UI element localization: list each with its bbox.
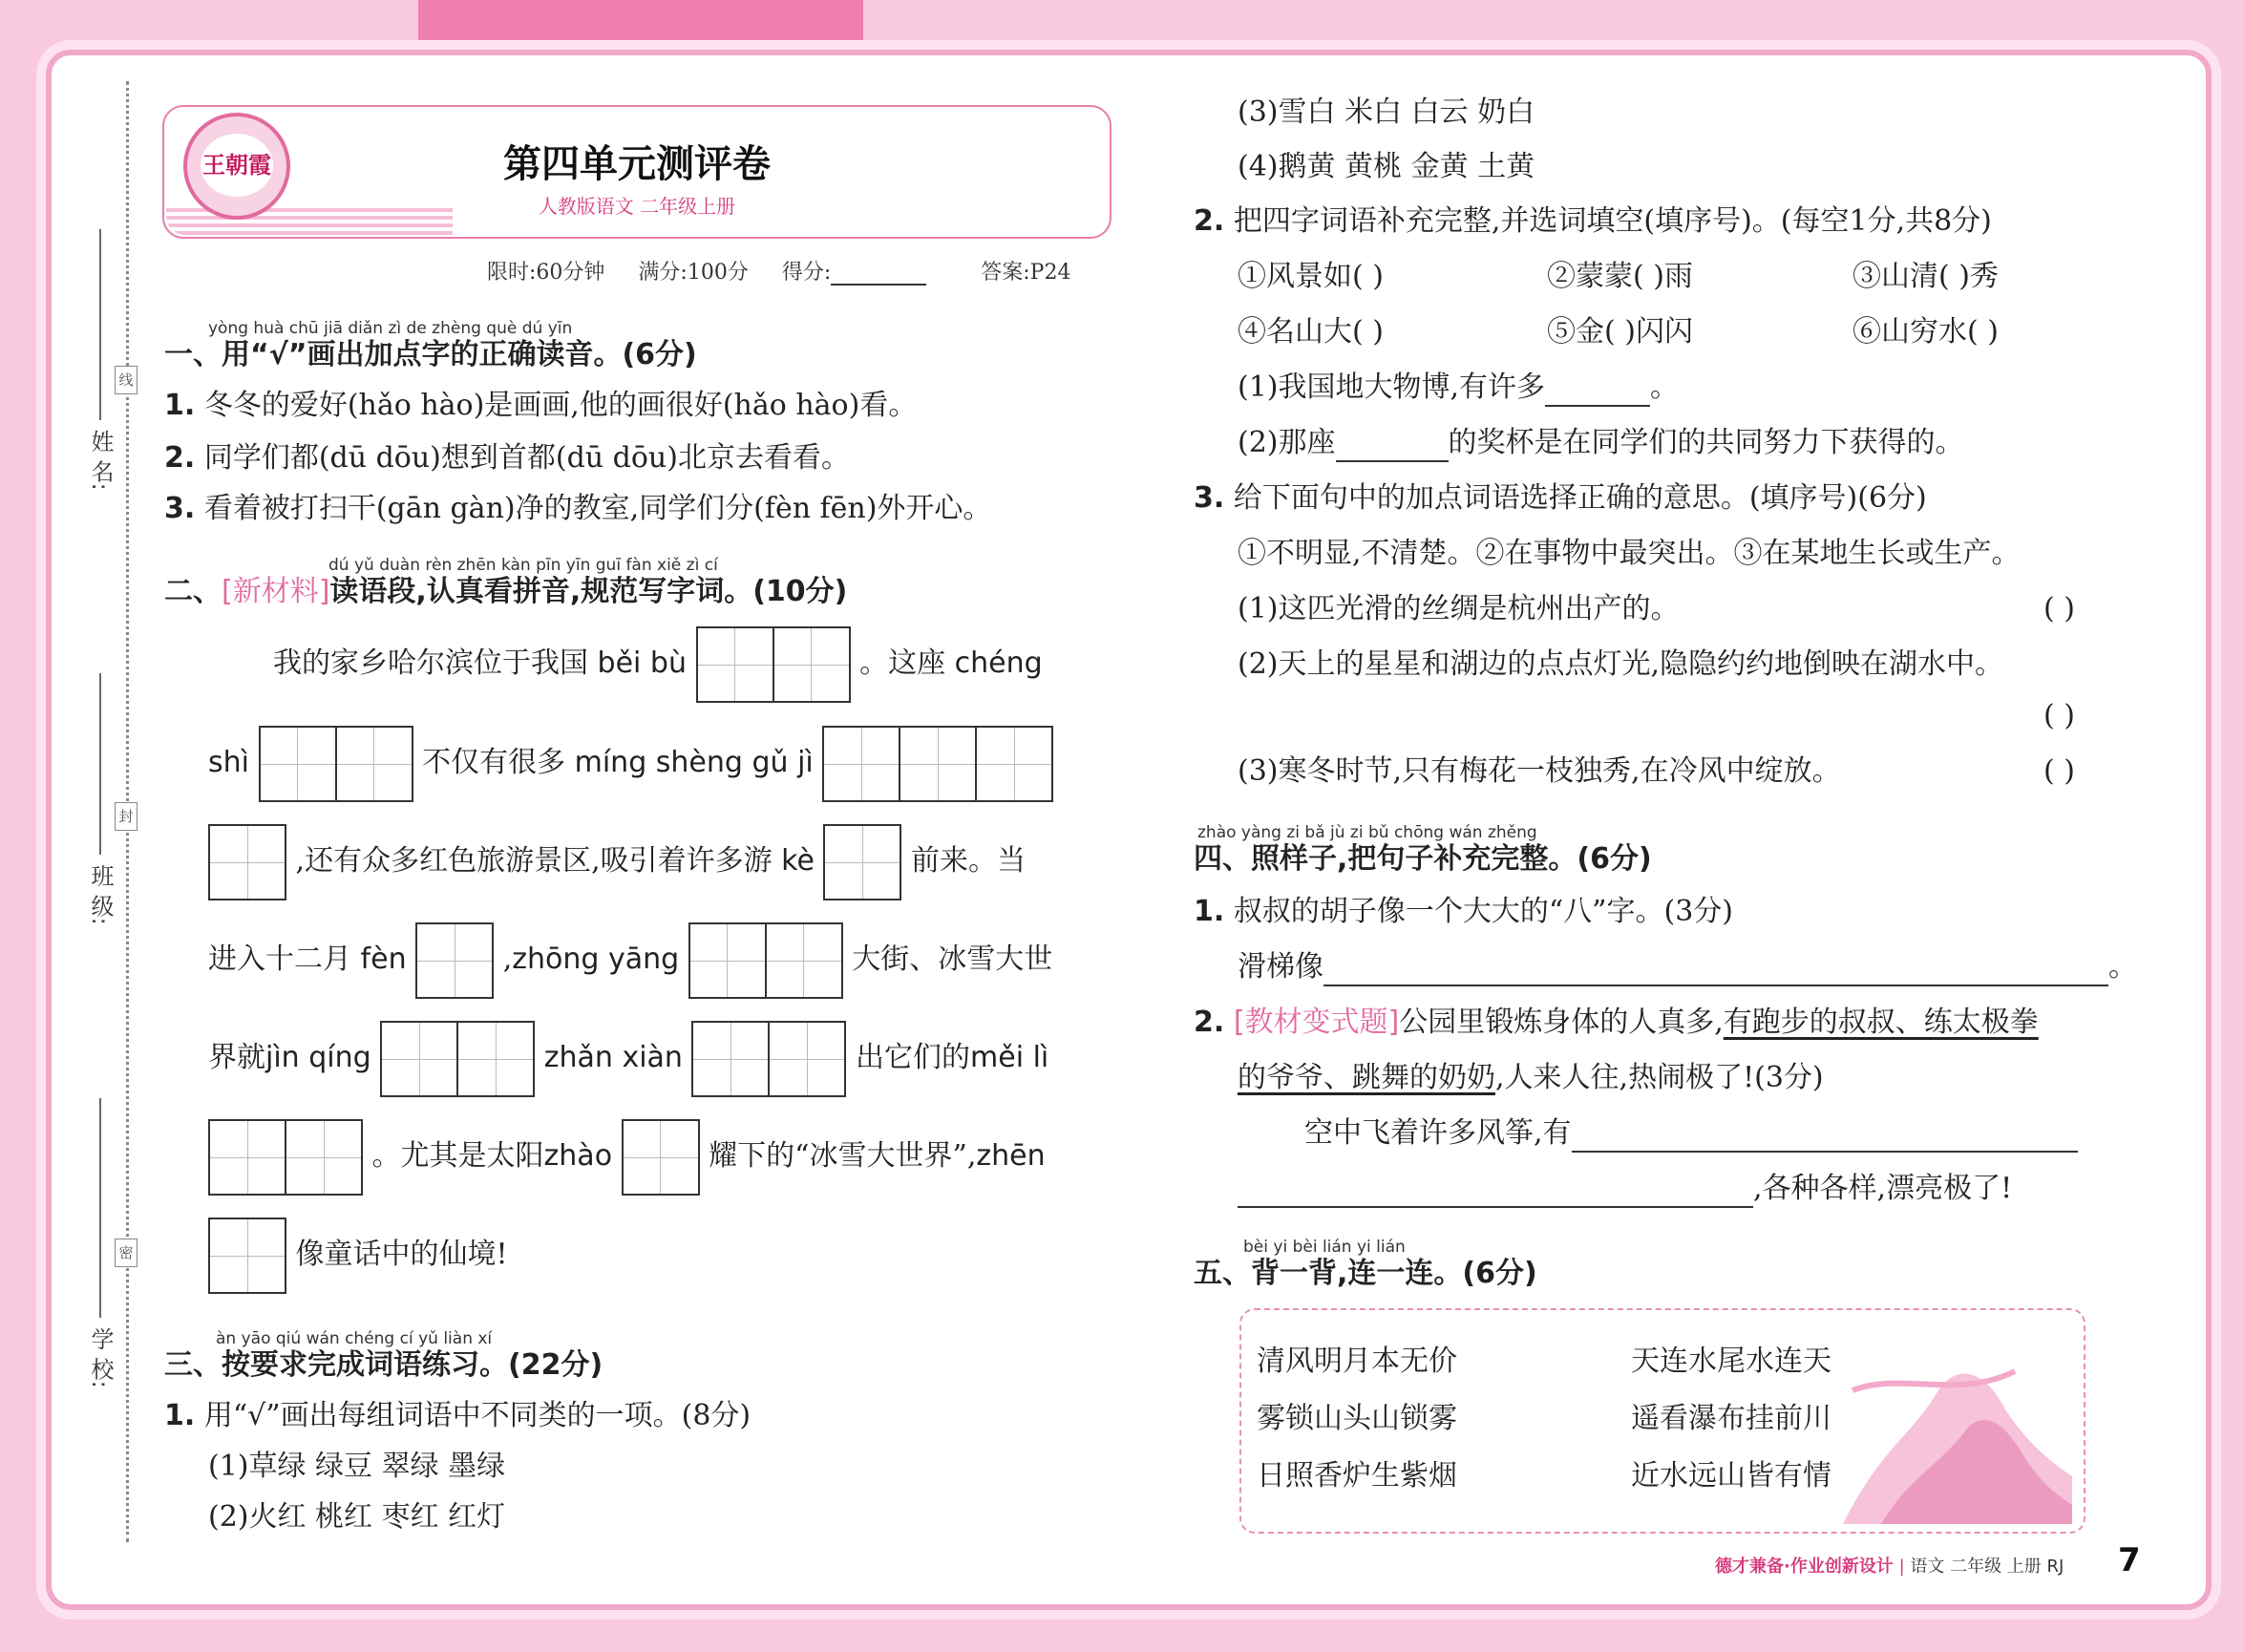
s2-pinyin-zhao: zhào: [543, 1139, 613, 1173]
s4-q2-underlined-1: 有跑步的叔叔、练太极拳: [1723, 1006, 2039, 1039]
idiom-2[interactable]: ②蒙蒙( )雨: [1547, 260, 1693, 293]
s4-q2-blank-2[interactable]: [1238, 1174, 1753, 1208]
s4-q1-answer: [1238, 948, 2137, 986]
s2-line-5: [208, 1021, 1048, 1097]
s4-q1-blank[interactable]: [1323, 952, 2108, 986]
fill-1-text: (1)我国地大物博,有许多: [1238, 371, 1546, 404]
write-box[interactable]: [688, 922, 767, 999]
brand-logo-text: 王朝霞: [201, 134, 273, 197]
fill-sentence-1: [1238, 369, 1679, 407]
s2-tag: [新材料]: [222, 575, 330, 608]
s4-q2-text-2: ,人来人往,热闹极了!(3分): [1495, 1061, 1824, 1094]
poem-right-1[interactable]: 天连水尾水连天: [1631, 1345, 1831, 1378]
s3-q1-num: 1.: [164, 1399, 196, 1432]
meanings: ①不明显,不清楚。②在事物中最突出。③在某地生长或生产。: [1238, 537, 2021, 570]
s2-pinyin-zhen: zhēn: [976, 1139, 1046, 1173]
page-number: 7: [2118, 1541, 2141, 1579]
s1-item-3-num: 3.: [164, 492, 196, 525]
poem-left-2[interactable]: 雾锁山头山锁雾: [1257, 1402, 1457, 1435]
s2-text-d3: ,: [502, 942, 513, 976]
s4-title: 四、照样子,把句子补充完整。(6分): [1194, 842, 1652, 876]
s2-text-f3: 耀下的“冰雪大世界”,: [709, 1139, 977, 1173]
answer-paren-3[interactable]: ( ): [2043, 754, 2075, 788]
meaning-item-3: (3)寒冬时节,只有梅花一枝独秀,在冷风中绽放。: [1238, 754, 1841, 788]
write-box[interactable]: [456, 1021, 535, 1097]
idiom-5[interactable]: ⑤金( )闪闪: [1547, 315, 1693, 349]
name-label: 姓 名:: [87, 430, 114, 491]
name-line: [99, 229, 101, 420]
time-limit: 限时:60分钟: [487, 261, 605, 285]
s4-q1-prompt: 滑梯像: [1238, 950, 1323, 984]
s4-q2-answer-2: [1238, 1170, 2012, 1208]
s3-q3-num: 3.: [1194, 481, 1225, 515]
s4-q2: [1194, 1004, 2039, 1042]
write-grid-meili[interactable]: [208, 1119, 363, 1196]
write-grid-fen[interactable]: [415, 922, 494, 999]
s3-q2-num: 2.: [1194, 204, 1225, 238]
s2-pinyin: dú yǔ duàn rèn zhēn kàn pīn yīn guī fàn xiě zì cí: [328, 556, 718, 575]
class-label: 班 级:: [87, 864, 114, 925]
s4-q2-underlined-2: 的爷爷、跳舞的奶奶: [1238, 1061, 1495, 1094]
write-grid-chengshi[interactable]: [259, 726, 413, 802]
write-box[interactable]: [823, 824, 901, 900]
s4-q1: [1194, 893, 1733, 931]
class-line: [99, 673, 101, 855]
s2-pinyin-shi: shì: [208, 746, 249, 779]
paper-title: 第四单元测评卷: [503, 142, 771, 186]
s2-title-row: [164, 573, 847, 611]
s2-text-g1: 像童话中的仙境!: [295, 1238, 508, 1271]
s2-pinyin-fen: fèn: [360, 942, 407, 976]
s3-title: 三、按要求完成词语练习。(22分): [164, 1348, 603, 1382]
s2-text-f1: 。尤其是太阳: [371, 1139, 544, 1173]
s3-q2: [1194, 202, 1992, 241]
s2-pinyin-zhanxian: zhǎn xiàn: [543, 1041, 683, 1074]
meaning-item-1: (1)这匹光滑的丝绸是杭州出产的。: [1238, 592, 1680, 625]
s2-line-3: [208, 824, 1026, 900]
poem-left-1[interactable]: 清风明月本无价: [1257, 1345, 1457, 1378]
s4-q2-text-1: 公园里锻炼身体的人真多,: [1399, 1006, 1724, 1039]
s2-text-a3: 。这座: [859, 646, 946, 680]
s4-q1-num: 1.: [1194, 895, 1225, 928]
score-label: 得分:: [781, 261, 832, 285]
write-box[interactable]: [768, 1021, 846, 1097]
write-grid-zhen[interactable]: [208, 1218, 286, 1294]
s1-item-2[interactable]: [164, 439, 850, 477]
s2-text-d1: 进入十二月: [208, 942, 351, 976]
s4-pinyin: zhào yàng zi bǎ jù zi bǔ chōng wán zhěng: [1197, 823, 1537, 842]
s2-text-b2: 不仅有很多: [422, 746, 566, 779]
idiom-6[interactable]: ⑥山穷水( ): [1852, 315, 1999, 349]
s1-pinyin: yòng huà chū jiā diǎn zì de zhèng què dú yīn: [208, 319, 573, 338]
write-box[interactable]: [259, 726, 337, 802]
paper-subtitle: 人教版语文 二年级上册: [538, 195, 736, 218]
idiom-3[interactable]: ③山清( )秀: [1852, 260, 1999, 293]
footer: 德才兼备·作业创新设计 | 语文 二年级 上册 RJ: [1715, 1557, 2064, 1577]
s3-q1-text: 用“√”画出每组词语中不同类的一项。(8分): [203, 1399, 752, 1432]
s4-q2-end: ,各种各样,漂亮极了!: [1753, 1172, 2013, 1205]
s3-group-3[interactable]: (3)雪白 米白 白云 奶白: [1238, 95, 1535, 129]
write-grid-beibu[interactable]: [696, 626, 851, 703]
score-field[interactable]: [831, 284, 926, 286]
fill-sentence-2: [1238, 424, 1964, 462]
s1-item-1-num: 1.: [164, 389, 196, 422]
write-box[interactable]: [765, 922, 843, 999]
write-box[interactable]: [415, 922, 494, 999]
answer-paren-2[interactable]: ( ): [2043, 699, 2075, 732]
s4-q1-end: 。: [2108, 950, 2137, 984]
meaning-item-2: (2)天上的星星和湖边的点点灯光,隐隐约约地倒映在湖水中。: [1238, 647, 2004, 681]
fill-2-blank[interactable]: [1336, 428, 1449, 462]
s1-title: 一、用“√”画出加点字的正确读音。(6分): [164, 338, 697, 371]
s1-item-2-num: 2.: [164, 441, 196, 475]
s2-text-c1: ,还有众多红色旅游景区,吸引着许多游: [295, 844, 773, 878]
s5-pinyin: bèi yi bèi lián yi lián: [1243, 1238, 1406, 1257]
s2-line-4: [208, 922, 1052, 999]
s4-q1-text: 叔叔的胡子像一个大大的“八”字。(3分): [1233, 895, 1733, 928]
fill-1-blank[interactable]: [1545, 372, 1650, 407]
cut-mark-secret: 密: [115, 1239, 138, 1267]
s2-title: 读语段,认真看拼音,规范写字词。(10分): [329, 575, 848, 608]
s1-item-1-text: 冬冬的爱好(hǎo hào)是画画,他的画很好(hǎo hào)看。: [203, 389, 918, 422]
poem-left-3[interactable]: 日照香炉生紫烟: [1257, 1459, 1457, 1493]
s3-group-4[interactable]: (4)鹅黄 黄桃 金黄 土黄: [1238, 150, 1535, 183]
poem-right-2[interactable]: 遥看瀑布挂前川: [1631, 1402, 1831, 1435]
poem-right-3[interactable]: 近水远山皆有情: [1631, 1459, 1831, 1493]
write-box[interactable]: [335, 726, 413, 802]
s4-q2-prompt: 空中飞着许多风筝,有: [1304, 1116, 1572, 1150]
footer-brand: 德才兼备·作业创新设计: [1715, 1557, 1894, 1577]
write-grid-zhao[interactable]: [622, 1119, 700, 1196]
s2-line-2: [208, 726, 1053, 802]
s2-text-a1: 我的家乡哈尔滨位于我国: [273, 646, 588, 680]
s2-line-7: [208, 1218, 508, 1294]
s2-text-c3: 前来。当: [911, 844, 1027, 878]
s1-item-1[interactable]: [164, 387, 917, 425]
s1-item-3[interactable]: [164, 490, 991, 528]
write-box[interactable]: [208, 1119, 286, 1196]
idiom-1[interactable]: ①风景如( ): [1238, 260, 1384, 293]
s2-text-d5: 大街、冰雪大世: [852, 942, 1053, 976]
write-box[interactable]: [208, 824, 286, 900]
fill-2-end: 的奖杯是在同学们的共同努力下获得的。: [1448, 426, 1964, 459]
write-grid-jinqing[interactable]: [380, 1021, 535, 1097]
s2-line-6: [208, 1119, 1046, 1196]
s4-q2-num: 2.: [1194, 1006, 1225, 1039]
write-box[interactable]: [975, 726, 1053, 802]
s2-pinyin-mingshengguji: míng shèng gǔ jì: [574, 746, 814, 779]
s3-q3: [1194, 479, 1927, 518]
s3-q3-text: 给下面句中的加点词语选择正确的意思。(填序号)(6分): [1233, 481, 1927, 515]
s2-pinyin-cheng: chéng: [954, 646, 1043, 680]
paper-header: [162, 105, 1111, 239]
s2-pinyin-zhongyang: zhōng yāng: [512, 942, 680, 976]
s4-q2-tag: [教材变式题]: [1233, 1006, 1400, 1039]
footer-info: 语文 二年级 上册 RJ: [1910, 1557, 2064, 1577]
write-grid-ji[interactable]: [208, 824, 286, 900]
write-box[interactable]: [696, 626, 774, 703]
s5-title: 五、背一背,连一连。(6分): [1194, 1257, 1537, 1290]
s2-pinyin-jinqing: jìn qíng: [265, 1041, 371, 1074]
mountain-illustration: [1824, 1333, 2072, 1524]
s2-pinyin-ke: kè: [781, 844, 815, 878]
s4-q2-line-2: [1238, 1059, 1824, 1097]
s4-q2-answer-1: [1304, 1114, 2078, 1153]
s2-text-e1: 界就: [208, 1041, 265, 1074]
s3-group-1[interactable]: (1)草绿 绿豆 翠绿 墨绿: [208, 1450, 506, 1483]
cut-mark-line: 线: [115, 366, 138, 394]
s2-pinyin-beibu: běi bù: [597, 646, 687, 680]
fill-2-text: (2)那座: [1238, 426, 1336, 459]
full-score: 满分:100分: [638, 261, 749, 285]
s1-item-2-text: 同学们都(dū dōu)想到首都(dū dōu)北京去看看。: [203, 441, 850, 475]
answer-paren-1[interactable]: ( ): [2043, 592, 2075, 625]
cut-mark-seal: 封: [115, 802, 138, 831]
s2-text-e4: 出它们的: [856, 1041, 971, 1074]
write-box[interactable]: [208, 1218, 286, 1294]
write-box[interactable]: [285, 1119, 363, 1196]
write-box[interactable]: [380, 1021, 458, 1097]
idiom-4[interactable]: ④名山大( ): [1238, 315, 1384, 349]
write-grid-mingsheng[interactable]: [822, 726, 1053, 802]
write-grid-zhanxian[interactable]: [691, 1021, 846, 1097]
s2-prefix: 二、: [164, 575, 222, 608]
s2-pinyin-meili: měi lì: [970, 1041, 1049, 1074]
s1-item-3-text: 看着被打扫干(gān gàn)净的教室,同学们分(fèn fēn)外开心。: [203, 492, 992, 525]
s3-pinyin: àn yāo qiú wán chéng cí yǔ liàn xí: [216, 1329, 493, 1348]
write-box[interactable]: [691, 1021, 770, 1097]
s3-q2-text: 把四字词语补充完整,并选词填空(填序号)。(每空1分,共8分): [1233, 204, 1992, 238]
write-grid-zhongyang[interactable]: [688, 922, 843, 999]
paper-meta: [487, 256, 1097, 286]
school-label: 学 校:: [87, 1327, 114, 1388]
s3-q1: [164, 1397, 751, 1435]
write-box[interactable]: [622, 1119, 700, 1196]
poem-match-box: [1239, 1308, 2085, 1534]
write-grid-ke[interactable]: [823, 824, 901, 900]
write-box[interactable]: [773, 626, 851, 703]
answer-ref: 答案:P24: [981, 261, 1071, 285]
write-box[interactable]: [822, 726, 900, 802]
s4-q2-blank-1[interactable]: [1572, 1118, 2078, 1153]
s2-line-1: [273, 626, 1043, 703]
school-line: [99, 1098, 101, 1318]
write-box[interactable]: [899, 726, 977, 802]
s3-group-2[interactable]: (2)火红 桃红 枣红 红灯: [208, 1500, 506, 1534]
fill-1-end: 。: [1650, 371, 1680, 404]
